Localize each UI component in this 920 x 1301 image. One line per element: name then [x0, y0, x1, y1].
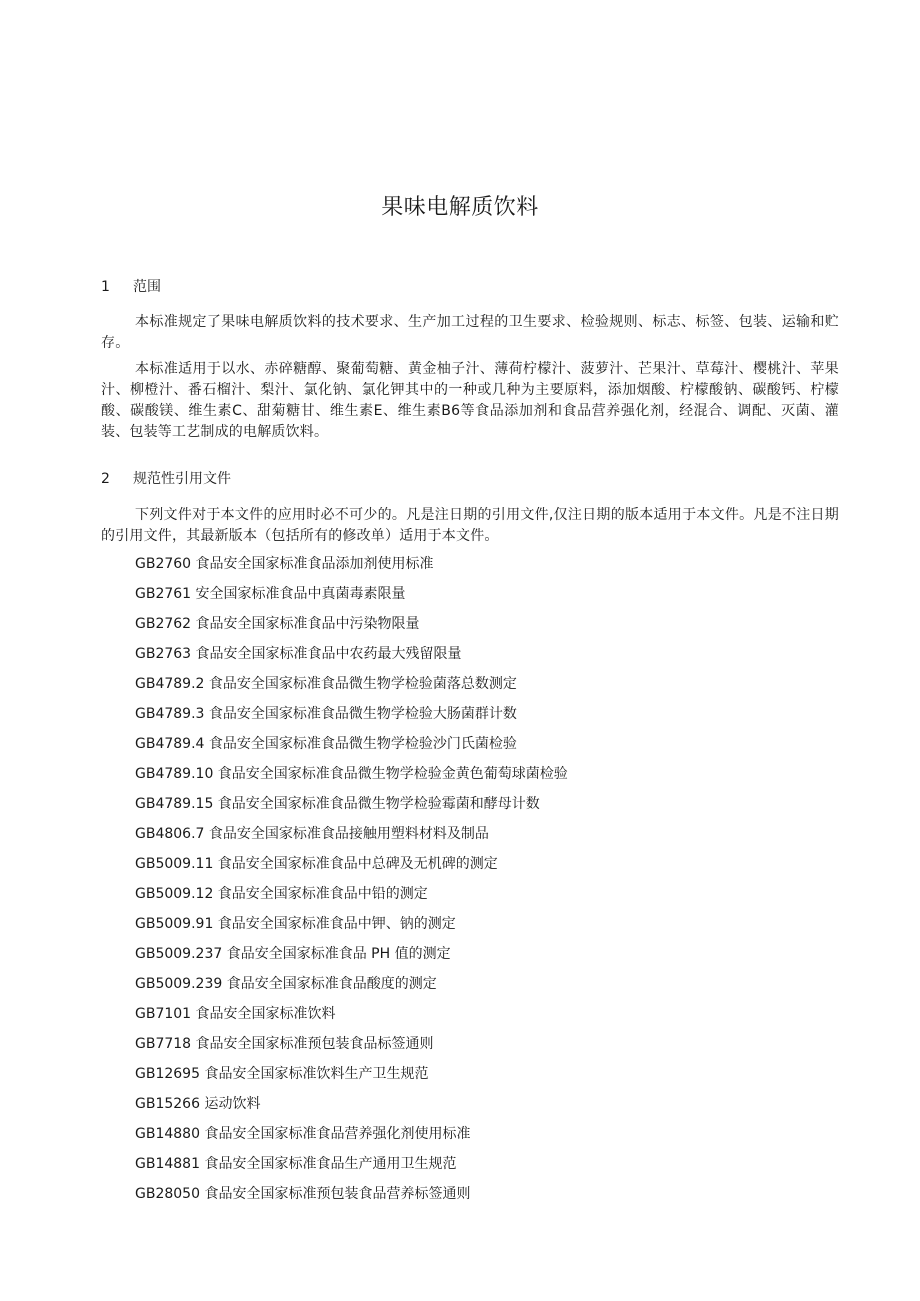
reference-item: GB15266 运动饮料: [135, 1096, 261, 1112]
reference-item: GB4789.4 食品安全国家标准食品微生物学检验沙门氏菌检验: [135, 736, 517, 752]
section-number: 2: [101, 471, 110, 487]
reference-item: GB2763 食品安全国家标准食品中农药最大残留限量: [135, 646, 462, 662]
section-heading-normative-references: [101, 469, 231, 489]
reference-item: GB4806.7 食品安全国家标准食品接触用塑料材料及制品: [135, 826, 489, 842]
reference-item: GB5009.91 食品安全国家标准食品中钾、钠的测定: [135, 916, 456, 932]
reference-item: GB2762 食品安全国家标准食品中污染物限量: [135, 616, 420, 632]
reference-item: GB5009.239 食品安全国家标准食品酸度的测定: [135, 976, 437, 992]
reference-item: GB4789.3 食品安全国家标准食品微生物学检验大肠菌群计数: [135, 706, 517, 722]
reference-item: GB4789.2 食品安全国家标准食品微生物学检验菌落总数测定: [135, 676, 517, 692]
section-number: 1: [101, 279, 110, 295]
scope-paragraph-2: 本标准适用于以水、赤碎糖醇、聚葡萄糖、黄金柚子汁、薄荷柠檬汁、菠萝汁、芒果汁、草莓汁、樱桃汁、苹果汁、柳橙汁、番石榴汁、梨汁、氯化钠、氯化钾其中的一种或几种为主要原料，添加烟酸、柠檬酸钠、碳酸钙、柠檬酸、碳酸镁、维生素C、甜菊糖甘、维生素E、维生素B6等食品添加剂和食品营养强化剂，经混合、调配、灭菌、灌装、包装等工艺制成的电解质饮料。: [101, 361, 839, 440]
reference-item: GB4789.15 食品安全国家标准食品微生物学检验霉菌和酵母计数: [135, 796, 540, 812]
page-title: 果味电解质饮料: [381, 195, 539, 220]
reference-item: GB5009.11 食品安全国家标准食品中总碑及无机碑的测定: [135, 856, 498, 872]
section-title: 规范性引用文件: [133, 471, 231, 487]
section-title: 范围: [133, 279, 161, 295]
references-intro-paragraph: 下列文件对于本文件的应用时必不可少的。凡是注日期的引用文件,仅注日期的版本适用于本文件。凡是不注日期的引用文件，其最新版本（包括所有的修改单）适用于本文件。: [101, 507, 839, 544]
reference-item: GB12695 食品安全国家标准饮料生产卫生规范: [135, 1066, 429, 1082]
reference-item: GB5009.12 食品安全国家标准食品中铅的测定: [135, 886, 428, 902]
section-heading-scope: [101, 277, 161, 297]
scope-paragraph-1: 本标准规定了果味电解质饮料的技术要求、生产加工过程的卫生要求、检验规则、标志、标签、包装、运输和贮存。: [101, 314, 839, 351]
reference-item: GB7718 食品安全国家标准预包装食品标签通则: [135, 1036, 434, 1052]
reference-list: [135, 553, 568, 1213]
reference-item: GB2760 食品安全国家标准食品添加剂使用标准: [135, 556, 434, 572]
reference-item: GB4789.10 食品安全国家标准食品微生物学检验金黄色葡萄球菌检验: [135, 766, 568, 782]
reference-item: GB28050 食品安全国家标准预包装食品营养标签通则: [135, 1186, 471, 1202]
reference-item: GB2761 安全国家标准食品中真菌毒素限量: [135, 586, 406, 602]
reference-item: GB14880 食品安全国家标准食品营养强化剂使用标准: [135, 1126, 471, 1142]
reference-item: GB7101 食品安全国家标准饮料: [135, 1006, 336, 1022]
reference-item: GB5009.237 食品安全国家标准食品 PH 值的测定: [135, 946, 451, 962]
reference-item: GB14881 食品安全国家标准食品生产通用卫生规范: [135, 1156, 457, 1172]
